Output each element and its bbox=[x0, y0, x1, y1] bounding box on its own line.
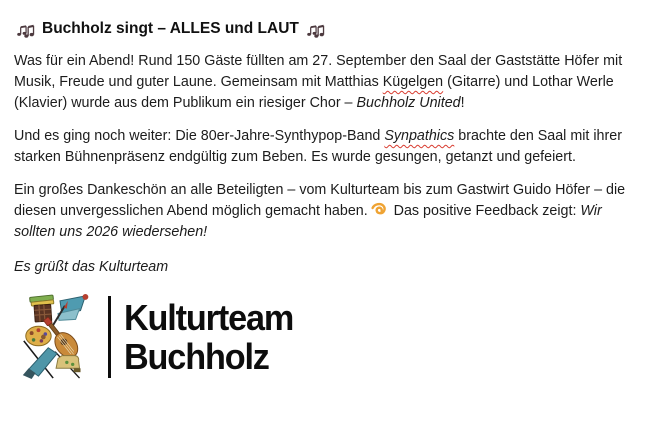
curly-loop-icon bbox=[371, 202, 387, 217]
p1-end: ! bbox=[460, 95, 465, 111]
p2-end: brachte den Saal mit ihrer starken Bühnenpräsenz endgültig zum Beben. Es wurde gesungen, getanzt und gefeiert. bbox=[14, 128, 622, 165]
p3-after-icon: Das positive Feedback zeigt: bbox=[389, 203, 581, 219]
music-notes-icon bbox=[16, 21, 35, 38]
document-title bbox=[16, 20, 646, 38]
p3-closing: Wir sollten uns 2026 wiedersehen! bbox=[14, 203, 602, 240]
kulturteam-logo bbox=[18, 293, 646, 381]
logo-divider bbox=[108, 296, 111, 378]
title-text: Buchholz singt – ALLES und LAUT bbox=[42, 20, 299, 37]
p2-intro: Und es ging noch weiter: Die 80er-Jahre-Synthypop-Band bbox=[14, 128, 385, 144]
paragraph-1 bbox=[14, 51, 642, 114]
p1-intro: Was für ein Abend! Rund 150 Gäste füllten am 27. September den Saal der Gaststätte Höfer mit Musik, Freude und guter Laune. Gemeinsam mit Matthias bbox=[14, 53, 623, 90]
p1-misspelled-name: Kügelgen bbox=[382, 74, 444, 90]
logo-line-1: Kulturteam bbox=[124, 297, 294, 338]
logo-line-2: Buchholz bbox=[124, 336, 269, 377]
p1-choir-name: Buchholz United bbox=[356, 95, 461, 111]
music-notes-icon bbox=[306, 21, 325, 38]
paragraph-3 bbox=[14, 180, 642, 243]
kulturteam-logo-illustration bbox=[18, 293, 100, 381]
p3-intro: Ein großes Dankeschön an alle Beteiligten – vom Kulturteam bis zum Gastwirt Guido Höfer – die diesen unvergesslichen Abend möglich gemacht haben. bbox=[14, 182, 626, 219]
signature-line: Es grüßt das Kulturteam bbox=[14, 259, 169, 275]
p2-band-name: Synpathics bbox=[384, 128, 455, 144]
logo-wordmark bbox=[124, 298, 293, 376]
paragraph-2 bbox=[14, 126, 642, 168]
p1-middle: (Gitarre) und Lothar Werle (Klavier) wurde aus dem Publikum ein riesiger Chor – bbox=[14, 74, 614, 111]
